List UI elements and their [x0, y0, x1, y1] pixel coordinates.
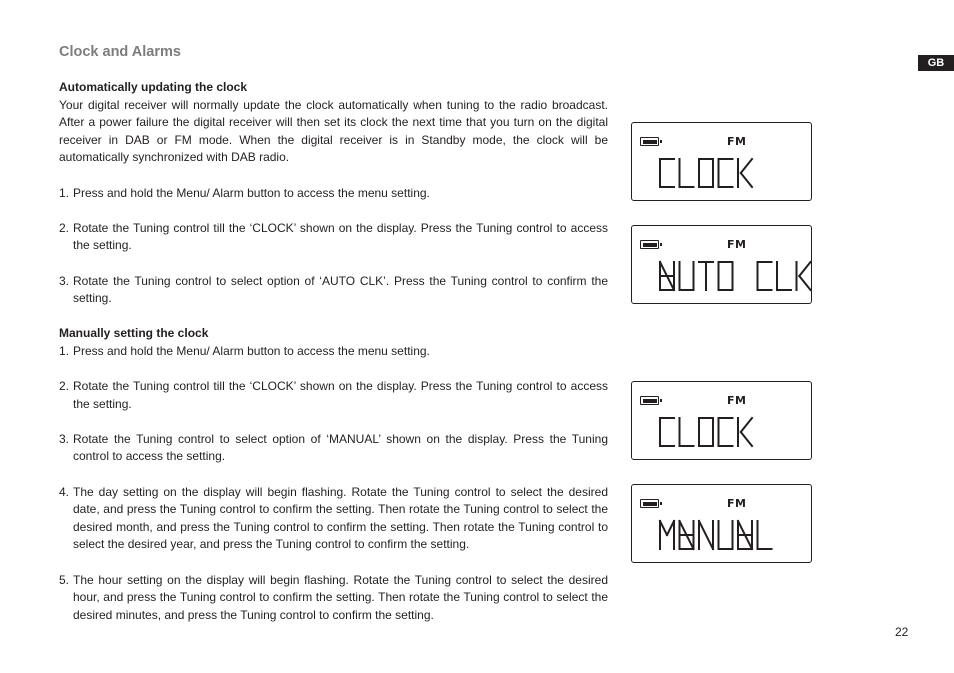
auto-clock-intro: Your digital receiver will normally update the clock automatically when tuning to the radio broadcast. After a power failure the digital receiver will then set its clock the next time that you turn on the digital receiver in DAB or FM mode. When the digital receiver is in Standby mode, the clock will be automatically synchronized with DAB radio.	[59, 97, 608, 165]
auto-step-1	[59, 185, 608, 203]
step-text: Press and hold the Menu/ Alarm button to access the menu setting.	[73, 343, 430, 358]
lcd-character	[660, 521, 674, 549]
step-number: 5.	[59, 572, 70, 587]
lcd-character	[680, 521, 694, 549]
manual-step-4	[59, 484, 608, 554]
manual-step-3	[59, 431, 608, 466]
step-number: 1.	[59, 185, 70, 200]
section-title: Clock and Alarms	[59, 44, 181, 60]
lcd-character	[777, 262, 791, 290]
lcd-character	[680, 262, 694, 290]
auto-step-3	[59, 273, 608, 308]
lcd-character	[699, 418, 713, 446]
band-label: FM	[727, 497, 747, 510]
step-text: Rotate the Tuning control to select option of ‘MANUAL’ shown on the display. Press the Tuning control to access the setting.	[73, 431, 608, 464]
manual-step-1	[59, 343, 608, 361]
lcd-character	[660, 262, 674, 290]
lcd-segment-text	[632, 123, 813, 202]
lcd-character	[738, 159, 752, 187]
page-number: 22	[895, 625, 909, 639]
lcd-display-clock	[631, 122, 812, 201]
lcd-character	[660, 418, 674, 446]
step-text: The day setting on the display will begin flashing. Rotate the Tuning control to select the desired date, and press the Tuning control to confirm the setting. Then rotate the Tuning control to select the desired month, and press the Tuning control to confirm the setting. Then rotate the Tuning control to select the desired year, and press the Tuning control to confirm the setting.	[73, 484, 608, 552]
lcd-character	[699, 159, 713, 187]
lcd-character	[660, 159, 674, 187]
step-number: 1.	[59, 343, 70, 358]
band-label: FM	[727, 394, 747, 407]
lcd-character	[719, 521, 733, 549]
lcd-segment-text	[632, 382, 813, 461]
lcd-character	[797, 262, 811, 290]
lcd-character	[719, 418, 733, 446]
step-text: The hour setting on the display will begin flashing. Rotate the Tuning control to select the desired hour, and press the Tuning control to confirm the setting. Then rotate the Tuning control to select the desired minutes, and press the Tuning control to confirm the setting.	[73, 572, 608, 622]
step-text: Rotate the Tuning control till the ‘CLOCK’ shown on the display. Press the Tuning control to access the setting.	[73, 220, 608, 253]
manual-step-2	[59, 378, 608, 413]
step-text: Rotate the Tuning control till the ‘CLOCK’ shown on the display. Press the Tuning control to access the setting.	[73, 379, 608, 411]
lcd-character	[719, 262, 733, 290]
lcd-segment-text	[632, 485, 813, 564]
step-number: 2.	[59, 220, 70, 235]
lcd-display-clock	[631, 381, 812, 460]
step-number: 2.	[59, 379, 70, 394]
band-label: FM	[727, 238, 747, 251]
language-badge: GB	[918, 55, 954, 71]
lcd-character	[758, 262, 772, 290]
lcd-character	[699, 521, 713, 549]
step-number: 3.	[59, 431, 70, 446]
lcd-character	[738, 418, 752, 446]
step-text: Rotate the Tuning control to select option of ‘AUTO CLK’. Press the Tuning control to confirm the setting.	[73, 273, 608, 306]
manual-step-5	[59, 572, 608, 625]
step-number: 4.	[59, 484, 70, 499]
auto-step-2	[59, 220, 608, 255]
lcd-display-auto-clk	[631, 225, 812, 304]
auto-clock-heading: Automatically updating the clock	[59, 80, 248, 94]
step-number: 3.	[59, 273, 70, 288]
step-text: Press and hold the Menu/ Alarm button to access the menu setting.	[73, 185, 430, 200]
lcd-character	[699, 262, 713, 290]
lcd-display-manual	[631, 484, 812, 563]
lcd-character	[738, 521, 752, 549]
lcd-segment-text	[632, 226, 813, 305]
lcd-character	[680, 418, 694, 446]
lcd-character	[758, 521, 772, 549]
instructions-column	[59, 79, 608, 624]
lcd-character	[719, 159, 733, 187]
lcd-character	[680, 159, 694, 187]
band-label: FM	[727, 135, 747, 148]
manual-clock-heading: Manually setting the clock	[59, 326, 209, 341]
